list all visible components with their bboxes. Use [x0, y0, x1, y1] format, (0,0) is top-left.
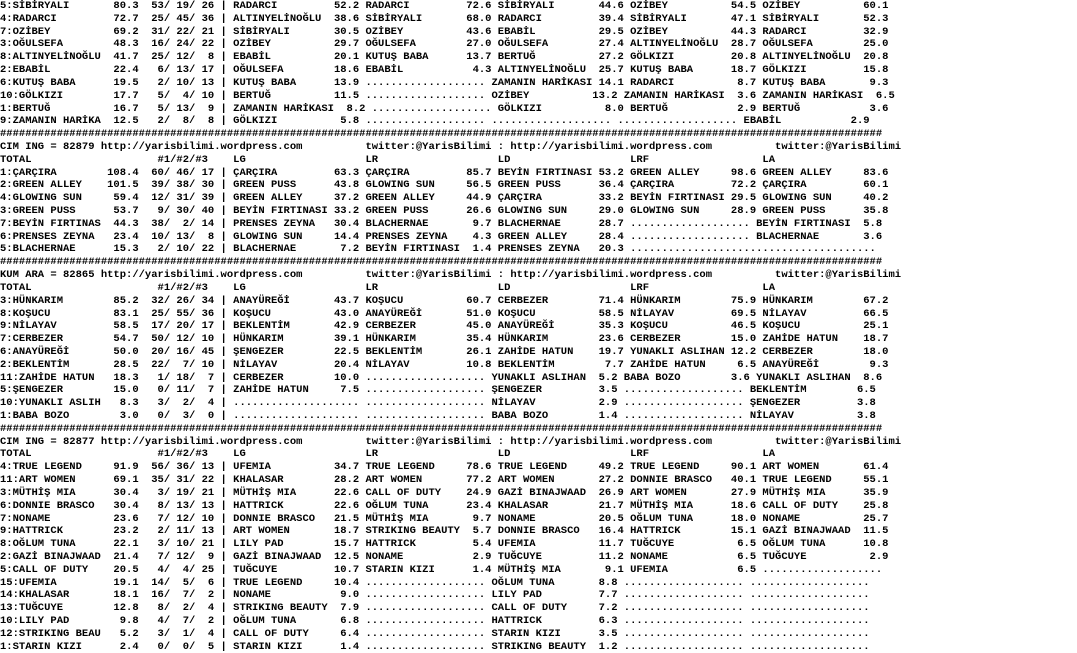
horse-result-row: 2:EBABİL 22.4 6/ 13/ 17 | OĞULSEFA 18.6 EBABİL 4.3 ALTINYELİNOĞLU 25.7 KUTUŞ BABA 18.7 GÖLKIZI 15.8	[0, 64, 889, 77]
horse-result-row: 7:BEYİN FIRTINAS 44.3 38/ 2/ 14 | PRENSES ZEYNA 30.4 BLACHERNAE 9.7 BLACHERNAE 28.7 ................... BEYİN FIRTINASI 5.8	[0, 217, 883, 230]
separator-line: ############################################################################################################################################	[0, 128, 883, 141]
horse-result-row: 14:KHALASAR 18.1 16/ 7/ 2 | NONAME 9.0 ................... LILY PAD 7.7 ................... ...................	[0, 589, 870, 602]
column-header-line: TOTAL #1/#2/#3 LG LR LD LRF LA	[0, 153, 776, 166]
horse-result-row: 11:ART WOMEN 69.1 35/ 31/ 22 | KHALASAR 28.2 ART WOMEN 77.2 ART WOMEN 27.2 DONNIE BRASCO 40.1 TRUE LEGEND 55.1	[0, 474, 889, 487]
horse-result-row: 8:KOŞUCU 83.1 25/ 55/ 36 | KOŞUCU 43.0 ANAYÜREĞİ 51.0 KOŞUCU 58.5 NİLAYAV 69.5 NİLAYAV 66.5	[0, 307, 889, 320]
horse-result-row: 3:HÜNKARIM 85.2 32/ 26/ 34 | ANAYÜREĞİ 43.7 KOŞUCU 60.7 CERBEZER 71.4 HÜNKARIM 75.9 HÜNKARIM 67.2	[0, 294, 889, 307]
horse-result-row: 7:OZİBEY 69.2 31/ 22/ 21 | SİBİRYALI 30.5 OZİBEY 43.6 EBABİL 29.5 OZİBEY 44.3 RADARCI 32.9	[0, 25, 889, 38]
horse-result-row: 6:PRENSES ZEYNA 23.4 10/ 13/ 8 | GLOWING SUN 14.4 PRENSES ZEYNA 4.3 GREEN ALLEY 28.4 ................... BLACHERNAE 3.6	[0, 230, 883, 243]
horse-result-row: 2:BEKLENTİM 28.5 22/ 7/ 10 | NİLAYAV 20.4 NİLAYAV 10.8 BEKLENTİM 7.7 ZAHİDE HATUN 6.5 ANAYÜREĞİ 9.3	[0, 358, 889, 371]
horse-result-row: 10:YUNAKLI ASLIH 8.3 3/ 2/ 4 | .................... ................... NİLAYAV 2.9 ................... ŞENGEZER 3.8	[0, 397, 876, 410]
horse-result-row: 4:RADARCI 72.7 25/ 45/ 36 | ALTINYELİNOĞLU 38.6 SİBİRYALI 68.0 RADARCI 39.4 SİBİRYALI 47.1 SİBİRYALI 52.3	[0, 12, 889, 25]
horse-result-row: 6:DONNIE BRASCO 30.4 8/ 13/ 13 | HATTRICK 22.6 OĞLUM TUNA 23.4 KHALASAR 21.7 MÜTHİŞ MIA 18.6 CALL OF DUTY 25.8	[0, 499, 889, 512]
horse-result-row: 3:MÜTHİŞ MIA 30.4 3/ 19/ 21 | MÜTHİŞ MIA 22.6 CALL OF DUTY 24.9 GAZİ BINAJWAAD 26.9 ART WOMEN 27.9 MÜTHİŞ MIA 35.9	[0, 486, 889, 499]
horse-result-row: 5:SİBİRYALI 80.3 53/ 19/ 26 | RADARCI 52.2 RADARCI 72.6 SİBİRYALI 44.6 OZİBEY 54.5 OZİBEY 60.1	[0, 0, 889, 12]
separator-line: ############################################################################################################################################	[0, 256, 883, 269]
horse-result-row: 13:TUĞCUYE 12.8 8/ 2/ 4 | STRIKING BEAUTY 7.9 ................... CALL OF DUTY 7.2 ................... ...................	[0, 602, 870, 615]
column-header-line: TOTAL #1/#2/#3 LG LR LD LRF LA	[0, 448, 776, 461]
race-header-line: KUM ARA = 82865 http://yarisbilimi.wordpress.com twitter:@YarisBilimi : http://yarisbilimi.wordpress.com twitter:@YarisBilimi	[0, 269, 902, 282]
horse-result-row: 6:ANAYÜREĞİ 50.0 20/ 16/ 45 | ŞENGEZER 22.5 BEKLENTİM 26.1 ZAHİDE HATUN 19.7 YUNAKLI ASLIHAN 12.2 CERBEZER 18.0	[0, 345, 889, 358]
horse-result-row: 3:OĞULSEFA 48.3 16/ 24/ 22 | OZİBEY 29.7 OĞULSEFA 27.0 OĞULSEFA 27.4 ALTINYELİNOĞLU 28.7 OĞULSEFA 25.0	[0, 38, 889, 51]
race-header-line: CIM ING = 82877 http://yarisbilimi.wordpress.com twitter:@YarisBilimi : http://yarisbilimi.wordpress.com twitter:@YarisBilimi	[0, 435, 902, 448]
separator-line: ############################################################################################################################################	[0, 422, 883, 435]
horse-result-row: 5:BLACHERNAE 15.3 2/ 10/ 22 | BLACHERNAE 7.2 BEYİN FIRTINASI 1.4 PRENSES ZEYNA 20.3 .......................................	[0, 243, 876, 256]
horse-result-row: 11:ZAHİDE HATUN 18.3 1/ 18/ 7 | CERBEZER 10.0 ................... YUNAKLI ASLIHAN 5.2 BABA BOZO 3.6 YUNAKLI ASLIHAN 8.6	[0, 371, 883, 384]
horse-result-row: 9:NİLAYAV 58.5 17/ 20/ 17 | BEKLENTİM 42.9 CERBEZER 45.0 ANAYÜREĞİ 35.3 KOŞUCU 46.5 KOŞUCU 25.1	[0, 320, 889, 333]
horse-result-row: 12:STRIKING BEAU 5.2 3/ 1/ 4 | CALL OF DUTY 6.4 ................... STARIN KIZI 3.5 ................... ...................	[0, 627, 870, 640]
horse-result-row: 9:ZAMANIN HARİKA 12.5 2/ 8/ 8 | GÖLKIZI 5.8 ................... ................... ................... EBABİL 2.9	[0, 115, 870, 128]
horse-result-row: 2:GREEN ALLEY 101.5 39/ 38/ 30 | GREEN PUSS 43.8 GLOWING SUN 56.5 GREEN PUSS 36.4 ÇARÇIRA 72.2 ÇARÇIRA 60.1	[0, 179, 889, 192]
horse-result-row: 5:ŞENGEZER 15.0 0/ 11/ 7 | ZAHİDE HATUN 7.5 ................... ŞENGEZER 3.5 ................... BEKLENTİM 6.5	[0, 384, 876, 397]
race-header-line: CIM ING = 82879 http://yarisbilimi.wordpress.com twitter:@YarisBilimi : http://yarisbilimi.wordpress.com twitter:@YarisBilimi	[0, 140, 902, 153]
horse-result-row: 4:GLOWING SUN 59.4 12/ 31/ 39 | GREEN ALLEY 37.2 GREEN ALLEY 44.9 ÇARÇIRA 33.2 BEYİN FIRTINASI 29.5 GLOWING SUN 40.2	[0, 192, 889, 205]
horse-result-row: 10:LILY PAD 9.8 4/ 7/ 2 | OĞLUM TUNA 6.8 ................... HATTRICK 6.3 ................... ...................	[0, 615, 870, 627]
horse-result-row: 1:BABA BOZO 3.0 0/ 3/ 0 | .................... ................... BABA BOZO 1.4 ................... NİLAYAV 3.8	[0, 410, 876, 422]
horse-result-row: 15:UFEMIA 19.1 14/ 5/ 6 | TRUE LEGEND 10.4 ................... OĞLUM TUNA 8.8 ................... ...................	[0, 576, 870, 589]
horse-result-row: 1:BERTUĞ 16.7 5/ 13/ 9 | ZAMANIN HARİKASI 8.2 ................... GÖLKIZI 8.0 BERTUĞ 2.9 BERTUĞ 3.6	[0, 102, 889, 115]
horse-result-row: 6:KUTUŞ BABA 19.5 2/ 10/ 13 | KUTUŞ BABA 13.9 ................... ZAMANIN HARİKASI 14.1 RADARCI 8.7 KUTUŞ BABA 9.3	[0, 76, 889, 89]
horse-result-row: 2:GAZİ BINAJWAAD 21.4 7/ 12/ 9 | GAZİ BINAJWAAD 12.5 NONAME 2.9 TUĞCUYE 11.2 NONAME 6.5 TUĞCUYE 2.9	[0, 550, 889, 563]
horse-result-row: 1:STARIN KIZI 2.4 0/ 0/ 5 | STARIN KIZI 1.4 ................... STRIKING BEAUTY 1.2 ................... ...................	[0, 640, 870, 653]
horse-result-row: 7:CERBEZER 54.7 50/ 12/ 10 | HÜNKARIM 39.1 HÜNKARIM 35.4 HÜNKARIM 23.6 CERBEZER 15.0 ZAHİDE HATUN 18.7	[0, 333, 889, 346]
horse-result-row: 8:ALTINYELİNOĞLU 41.7 25/ 12/ 8 | EBABİL 20.1 KUTUŞ BABA 13.7 BERTUĞ 27.2 GÖLKIZI 20.8 ALTINYELİNOĞLU 20.8	[0, 51, 889, 64]
horse-result-row: 3:GREEN PUSS 53.7 9/ 30/ 40 | BEYİN FIRTINASI 33.2 GREEN PUSS 26.6 GLOWING SUN 29.0 GLOWING SUN 28.9 GREEN PUSS 35.8	[0, 205, 889, 217]
horse-result-row: 1:ÇARÇIRA 108.4 60/ 46/ 17 | ÇARÇIRA 63.3 ÇARÇIRA 85.7 BEYİN FIRTINASI 53.2 GREEN ALLEY 98.6 GREEN ALLEY 83.6	[0, 166, 889, 179]
horse-result-row: 7:NONAME 23.6 7/ 12/ 10 | DONNIE BRASCO 21.5 MÜTHİŞ MIA 9.7 NONAME 20.5 OĞLUM TUNA 18.0 NONAME 25.7	[0, 512, 889, 525]
horse-result-row: 10:GÖLKIZI 17.7 5/ 4/ 10 | BERTUĞ 11.5 ................... OZİBEY 13.2 ZAMANIN HARİKASI 3.6 ZAMANIN HARİKASI 6.5	[0, 89, 895, 102]
horse-result-row: 4:TRUE LEGEND 91.9 56/ 36/ 13 | UFEMIA 34.7 TRUE LEGEND 78.6 TRUE LEGEND 49.2 TRUE LEGEND 90.1 ART WOMEN 61.4	[0, 461, 889, 474]
horse-result-row: 5:CALL OF DUTY 20.5 4/ 4/ 25 | TUĞCUYE 10.7 STARIN KIZI 1.4 MÜTHİŞ MIA 9.1 UFEMIA 6.5 ...................	[0, 563, 883, 576]
horse-result-row: 8:OĞLUM TUNA 22.1 3/ 10/ 21 | LILY PAD 15.7 HATTRICK 5.4 UFEMIA 11.7 TUĞCUYE 6.5 OĞLUM TUNA 10.8	[0, 538, 889, 551]
horse-result-row: 9:HATTRICK 23.2 2/ 11/ 13 | ART WOMEN 18.7 STRIKING BEAUTY 5.7 DONNIE BRASCO 16.4 HATTRICK 15.1 GAZİ BINAJWAAD 11.5	[0, 525, 889, 538]
column-header-line: TOTAL #1/#2/#3 LG LR LD LRF LA	[0, 281, 776, 294]
